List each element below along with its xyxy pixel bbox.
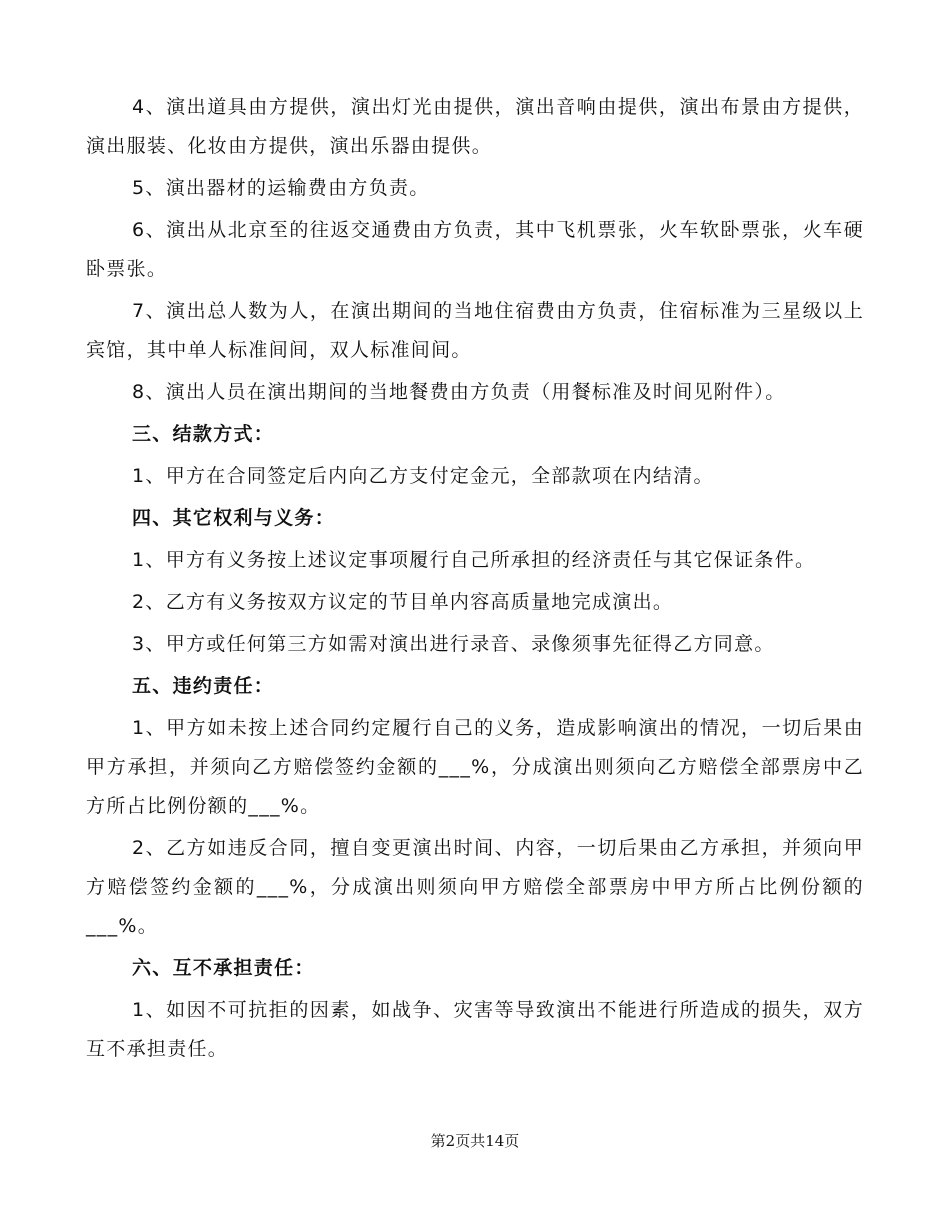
breach-clause-1: 1、甲方如未按上述合同约定履行自己的义务，造成影响演出的情况，一切后果由甲方承担，并须向乙方赔偿签约金额的___%，分成演出则须向乙方赔偿全部票房中乙方所占比例份额的___%。 <box>86 717 864 817</box>
section-heading-rights-obligations: 四、其它权利与义务： <box>132 507 336 529</box>
section-heading-force-majeure: 六、互不承担责任： <box>132 957 315 979</box>
section-heading-payment: 三、结款方式： <box>132 423 275 445</box>
payment-clause-1: 1、甲方在合同签定后内向乙方支付定金元，全部款项在内结清。 <box>132 465 714 487</box>
clause-6-travel-expenses: 6、演出从北京至的往返交通费由方负责，其中飞机票张，火车软卧票张，火车硬卧票张。 <box>86 219 864 280</box>
obligation-clause-1: 1、甲方有义务按上述议定事项履行自己所承担的经济责任与其它保证条件。 <box>132 549 816 571</box>
document-body <box>86 88 864 1072</box>
obligation-clause-2: 2、乙方有义务按双方议定的节目单内容高质量地完成演出。 <box>132 591 674 613</box>
clause-7-accommodation: 7、演出总人数为人，在演出期间的当地住宿费由方负责，住宿标准为三星级以上宾馆，其中单人标准间间，双人标准间间。 <box>86 300 864 361</box>
clause-5-equipment-transport: 5、演出器材的运输费由方负责。 <box>132 177 430 199</box>
section-heading-breach-liability: 五、违约责任： <box>132 675 275 697</box>
obligation-clause-3: 3、甲方或任何第三方如需对演出进行录音、录像须事先征得乙方同意。 <box>132 633 775 655</box>
breach-clause-2: 2、乙方如违反合同，擅自变更演出时间、内容，一切后果由乙方承担，并须向甲方赔偿签约金额的___%，分成演出则须向甲方赔偿全部票房中甲方所占比例份额的___%。 <box>86 837 864 937</box>
page-number-footer: 第2页共14页 <box>430 1132 520 1150</box>
force-majeure-clause-1: 1、如因不可抗拒的因素，如战争、灾害等导致演出不能进行所造成的损失，双方互不承担责任。 <box>86 999 864 1060</box>
clause-4-props-lighting-sound: 4、演出道具由方提供，演出灯光由提供，演出音响由提供，演出布景由方提供，演出服装、化妆由方提供，演出乐器由提供。 <box>86 96 864 157</box>
clause-8-meals: 8、演出人员在演出期间的当地餐费由方负责（用餐标准及时间见附件）。 <box>132 381 786 403</box>
